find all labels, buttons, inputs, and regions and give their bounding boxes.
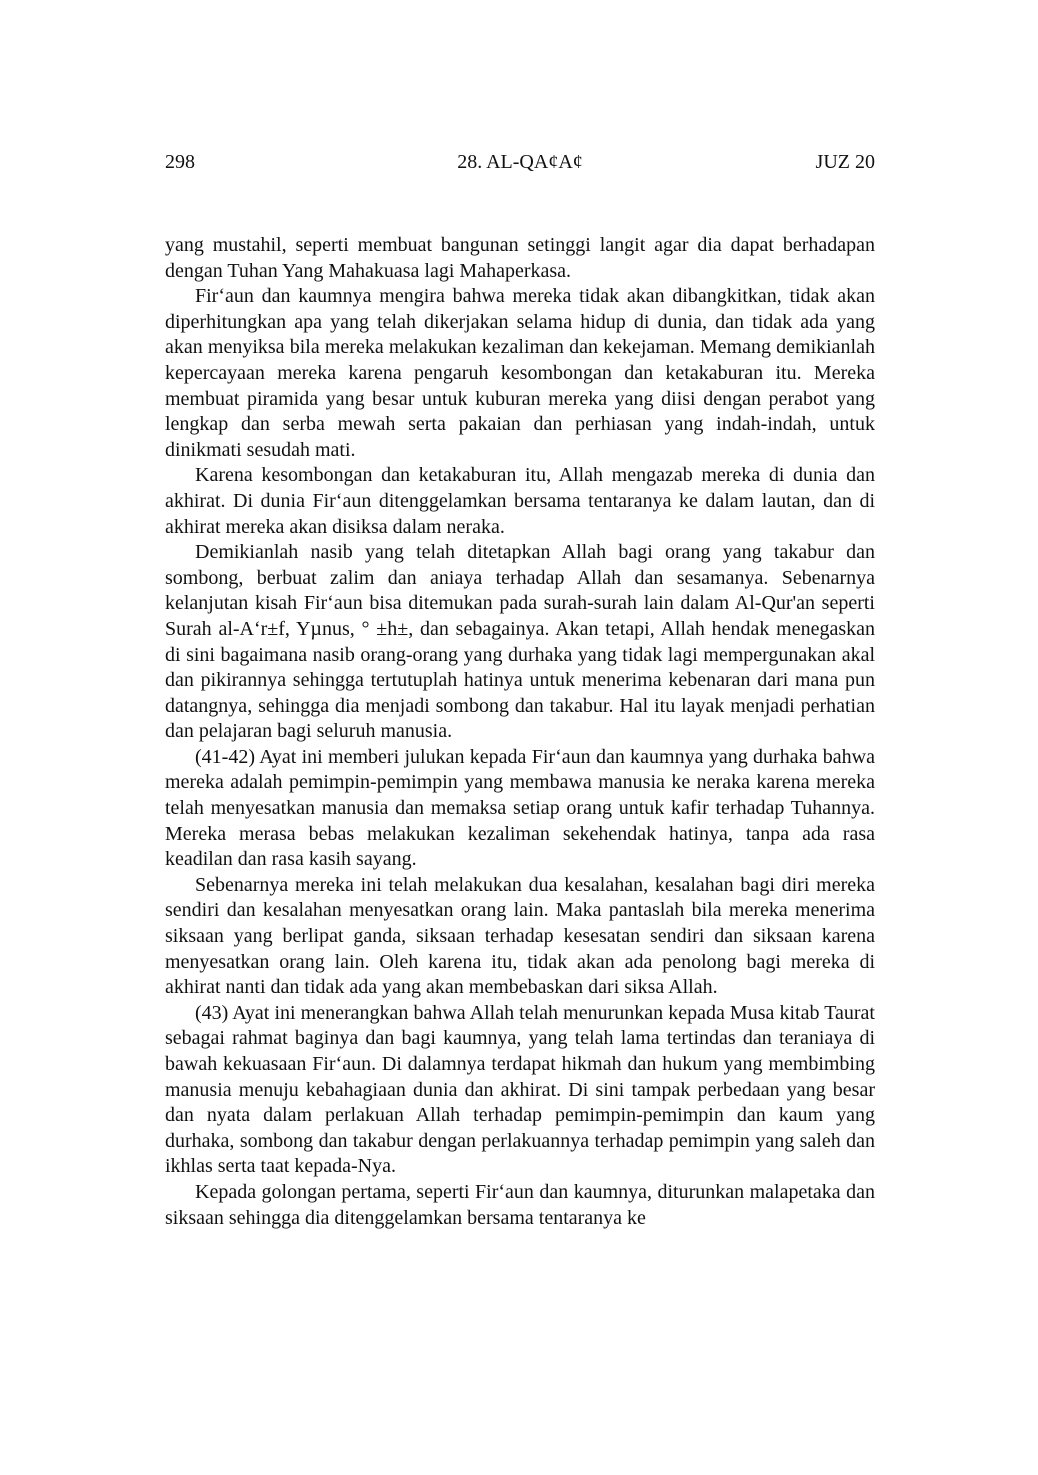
page-number: 298: [165, 151, 195, 173]
paragraph: Fir‘aun dan kaumnya mengira bahwa mereka tidak akan dibangkitkan, tidak akan diperhitungkan apa yang telah dikerjakan selama hidup di dunia, dan tidak ada yang akan menyiksa bila mereka melakukan kezaliman dan kekejaman. Memang demikianlah kepercayaan mereka karena pengaruh kesombongan dan ketakaburan itu. Mereka membuat piramida yang besar untuk kuburan mereka yang diisi dengan perabot yang lengkap dan serba mewah serta pakaian dan perhiasan yang indah-indah, untuk dinikmati sesudah mati.: [165, 285, 875, 461]
paragraph: Karena kesombongan dan ketakaburan itu, Allah mengazab mereka di dunia dan akhirat. Di dunia Fir‘aun ditenggelamkan bersama tentaranya ke dalam lautan, dan di akhirat mereka akan disiksa dalam neraka.: [165, 464, 875, 538]
paragraph: yang mustahil, seperti membuat bangunan setinggi langit agar dia dapat berhadapan dengan Tuhan Yang Mahakuasa lagi Mahaperkasa.: [165, 234, 875, 282]
paragraph: Demikianlah nasib yang telah ditetapkan Allah bagi orang yang takabur dan sombong, berbuat zalim dan aniaya terhadap Allah dan sesamanya. Sebenarnya kelanjutan kisah Fir‘aun bisa ditemukan pada surah-surah lain dalam Al-Qur'an seperti Surah al-A‘r±f, Yµnus, ° ±h±, dan sebagainya. Akan tetapi, Allah hendak menegaskan di sini bagaimana nasib orang-orang yang durhaka yang tidak lagi mempergunakan akal dan pikirannya sehingga tertutuplah hatinya untuk menerima kebenaran dari mana pun datangnya, sehingga dia menjadi sombong dan takabur. Hal itu layak menjadi perhatian dan pelajaran bagi seluruh manusia.: [165, 541, 875, 743]
paragraph: (43) Ayat ini menerangkan bahwa Allah telah menurunkan kepada Musa kitab Taurat sebagai rahmat baginya dan bagi kaumnya, yang telah lama tertindas dan teraniaya di bawah kekuasaan Fir‘aun. Di dalamnya terdapat hikmah dan hukum yang membimbing manusia menuju kebahagiaan dunia dan akhirat. Di sini tampak perbedaan yang besar dan nyata dalam perlakuan Allah terhadap pemimpin-pemimpin dan kaum yang durhaka, sombong dan takabur dengan perlakuannya terhadap pemimpin yang saleh dan ikhlas serta taat kepada-Nya.: [165, 1001, 875, 1178]
paragraph: Kepada golongan pertama, seperti Fir‘aun dan kaumnya, diturunkan malapetaka dan siksaan sehingga dia ditenggelamkan bersama tentaranya ke: [165, 1180, 875, 1229]
paragraph: (41-42) Ayat ini memberi julukan kepada Fir‘aun dan kaumnya yang durhaka bahwa mereka adalah pemimpin-pemimpin yang membawa manusia ke neraka karena mereka telah menyesatkan manusia dan memaksa setiap orang untuk kafir terhadap Tuhannya. Mereka merasa bebas melakukan kezaliman sekehendak hatinya, tanpa ada rasa keadilan dan rasa kasih sayang.: [165, 745, 875, 871]
juz-label: JUZ 20: [815, 151, 875, 173]
paragraph: Sebenarnya mereka ini telah melakukan dua kesalahan, kesalahan bagi diri mereka sendiri dan kesalahan menyesatkan orang lain. Maka pantaslah bila mereka menerima siksaan yang berlipat ganda, siksaan terhadap kesesatan sendiri dan siksaan karena menyesatkan orang lain. Oleh karena itu, tidak akan ada penolong bagi mereka di akhirat nanti dan tidak ada yang akan membebaskan dari siksa Allah.: [165, 873, 875, 999]
body-text: [165, 233, 875, 1231]
running-header: [165, 148, 875, 176]
chapter-title: 28. AL-QA¢A¢: [457, 151, 583, 173]
